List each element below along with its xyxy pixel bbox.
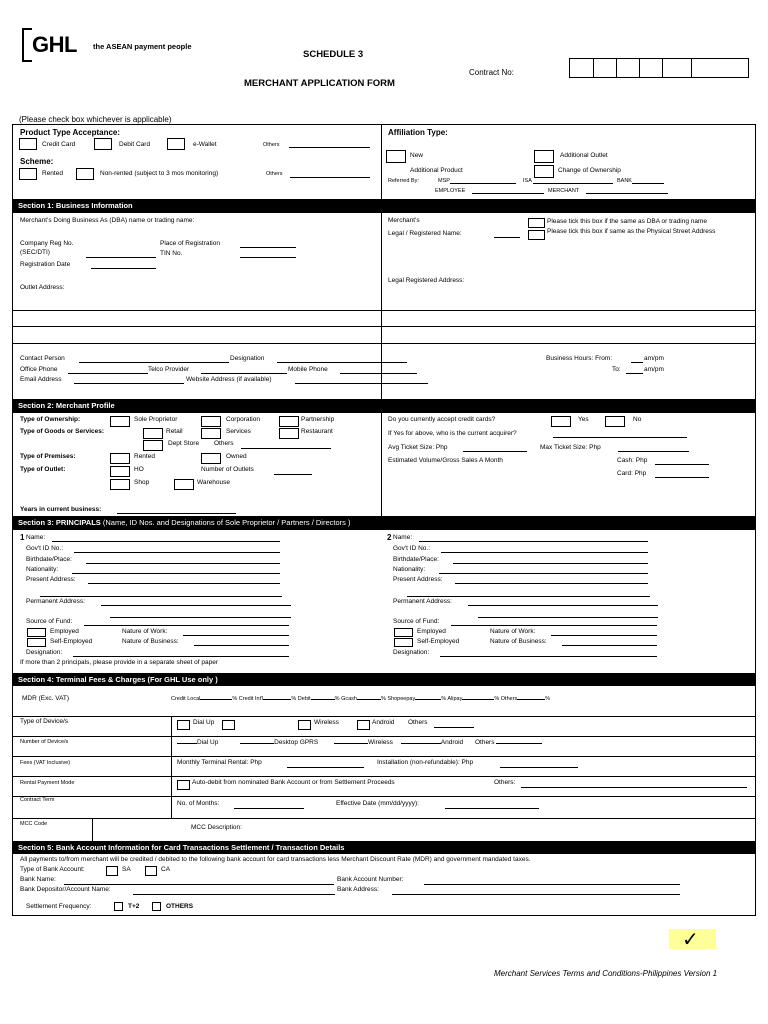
additional-outlet-label: Additional Outlet <box>560 152 608 159</box>
isa-field[interactable] <box>533 183 613 184</box>
p1-govt-id-field[interactable] <box>74 552 280 553</box>
p2-name-label: Name: <box>393 534 413 541</box>
p1-permanent-addr-label: Permanent Address: <box>26 598 85 605</box>
p2-nature-business-label: Nature of Business: <box>490 638 547 645</box>
ho-label: HO <box>134 466 144 473</box>
tick-physical-checkbox[interactable] <box>528 230 545 240</box>
reg-date-label: Registration Date <box>20 261 71 268</box>
check-highlight <box>669 929 716 949</box>
affiliation-title: Affiliation Type: <box>388 128 448 137</box>
contract-no-boxes[interactable] <box>569 58 749 78</box>
dial-up-checkbox-2[interactable] <box>222 720 235 730</box>
p1-source-fund-label: Source of Fund: <box>26 618 73 625</box>
debit-card-label: Debit Card <box>119 141 151 148</box>
tagline: the ASEAN payment people <box>93 42 192 51</box>
credit-card-checkbox[interactable] <box>19 138 37 150</box>
mdr-debit: Debit <box>297 696 311 702</box>
section1-header: Section 1: Business Information <box>12 199 756 213</box>
account-number-label: Bank Account Number: <box>337 876 404 883</box>
mcc-code-label: MCC Code <box>20 821 48 827</box>
tick-dba-label: Please tick this box if the same as DBA or trading name <box>547 218 708 225</box>
place-reg-field[interactable] <box>240 247 296 248</box>
effective-date-label: Effective Date (mm/dd/yyyy): <box>336 800 419 807</box>
contract-no-label: Contract No: <box>469 68 514 77</box>
num-dialup-field[interactable] <box>177 743 197 744</box>
mdr-credit-local: Credit Local <box>171 696 201 702</box>
footer-version: Merchant Services Terms and Conditions-Philippines Version 1 <box>494 969 718 978</box>
p1-name-label: Name: <box>26 534 46 541</box>
retail-checkbox[interactable] <box>143 428 163 439</box>
accept-cc-label: Do you currently accept credit cards? <box>388 416 496 423</box>
mdr-credit-intl-field[interactable] <box>263 699 291 700</box>
contact-person-label: Contact Person <box>20 355 65 362</box>
partnership-checkbox[interactable] <box>279 416 299 427</box>
corporation-checkbox[interactable] <box>201 416 221 427</box>
section4-title: Section 4: Terminal Fees & Charges <box>18 675 146 684</box>
years-label: Years in current business: <box>20 506 102 513</box>
section3-subtitle: (Name, ID Nos. and Designations of Sole Proprietor / Partners / Directors ) <box>100 518 351 527</box>
monthly-rental-field[interactable] <box>287 767 364 768</box>
email-field[interactable] <box>74 383 184 384</box>
p2-nature-work-field[interactable] <box>551 635 657 636</box>
p2-permanent-addr-label: Permanent Address: <box>393 598 452 605</box>
mdr-alipay: Alipay <box>447 696 463 702</box>
merchant-field[interactable] <box>586 193 668 194</box>
p1-nature-work-label: Nature of Work: <box>122 628 168 635</box>
others-settlement-checkbox[interactable] <box>152 902 161 911</box>
p2-name-field[interactable] <box>419 541 648 542</box>
ca-checkbox[interactable] <box>145 866 157 876</box>
num-devices-row: Dial Up Desktop GPRS Wireless Android Others <box>177 739 542 746</box>
form-title: MERCHANT APPLICATION FORM <box>244 78 395 89</box>
p2-birthdate-label: Birthdate/Place: <box>393 556 439 563</box>
to-label: To: <box>612 366 621 373</box>
additional-product-label: Additional Product <box>410 167 463 174</box>
merchants-label: Merchant's <box>388 217 420 224</box>
num-android-field[interactable] <box>401 743 441 744</box>
p1-present-addr-label: Present Address: <box>26 576 76 583</box>
partnership-label: Partnership <box>301 416 335 423</box>
section4-subtitle: (For GHL Use only ) <box>145 675 218 684</box>
acquirer-field[interactable] <box>553 437 687 438</box>
sa-checkbox[interactable] <box>106 866 118 876</box>
office-phone-field[interactable] <box>68 373 148 374</box>
scheme-title: Scheme: <box>20 157 54 166</box>
mdr-shopeepay-field[interactable] <box>415 699 441 700</box>
android-label: Android <box>372 719 395 726</box>
bank-address-label: Bank Address: <box>337 886 379 893</box>
p1-designation-label: Designation: <box>26 649 63 656</box>
contact-person-field[interactable] <box>79 362 229 363</box>
est-volume-label: Estimated Volume/Gross Sales A Month <box>388 457 503 464</box>
device-type-label: Type of Device/s <box>20 718 69 725</box>
dba-label: Merchant's Doing Business As (DBA) name or trading name: <box>20 217 195 224</box>
p2-source-fund-field[interactable] <box>451 625 657 626</box>
mdr-rates: Credit Local % Credit Int'l % Debit % Gcash % Shopeepay % Alipay % Others % <box>171 696 551 702</box>
num-months-label: No. of Months: <box>177 800 220 807</box>
ghl-logo <box>22 28 84 62</box>
years-field[interactable] <box>117 513 236 514</box>
dept-store-checkbox[interactable] <box>143 440 163 451</box>
employee-field[interactable] <box>472 193 544 194</box>
schedule-label: SCHEDULE 3 <box>303 49 364 60</box>
sa-label: SA <box>122 866 131 873</box>
more-principals-note: If more than 2 principals, please provide in a separate sheet of paper <box>20 659 219 666</box>
employee-label: EMPLOYEE <box>435 188 466 194</box>
acquirer-label: If Yes for above, who is the current acquirer? <box>388 430 517 437</box>
ewallet-checkbox[interactable] <box>167 138 185 150</box>
p2-designation-field[interactable] <box>440 656 657 657</box>
type-account-label: Type of Bank Account: <box>20 866 85 873</box>
company-reg-label: Company Reg No. <box>20 240 74 247</box>
p1-govt-id-label: Gov't ID No.: <box>26 545 64 552</box>
bank-label: BANK <box>617 178 632 184</box>
p2-birthdate-field[interactable] <box>453 563 648 564</box>
t2-checkbox[interactable] <box>114 902 123 911</box>
restaurant-label: Restaurant <box>301 428 333 435</box>
shop-checkbox[interactable] <box>110 479 130 490</box>
mdr-credit-local-field[interactable] <box>200 699 232 700</box>
tick-dba-checkbox[interactable] <box>528 218 545 228</box>
device-others-field[interactable] <box>434 727 474 728</box>
logo-text: GHL <box>32 32 77 57</box>
depositor-label: Bank Depositor/Account Name: <box>20 886 111 893</box>
p1-name-field[interactable] <box>52 541 280 542</box>
product-others-label: Others <box>263 142 280 148</box>
legal-address-label: Legal Registered Address: <box>388 277 465 284</box>
credit-card-label: Credit Card <box>42 141 76 148</box>
merchant-label: MERCHANT <box>548 188 580 194</box>
tin-label: TIN No. <box>160 250 183 257</box>
section5-header: Section 5: Bank Account Information for Card Transactions Settlement / Transaction Details <box>12 841 756 854</box>
p1-designation-field[interactable] <box>73 656 289 657</box>
bank-field[interactable] <box>632 183 664 184</box>
p2-number: 2 <box>387 533 392 542</box>
avg-ticket-label: Avg Ticket Size: Php <box>388 444 448 451</box>
premises-rented-label: Rented <box>134 453 155 460</box>
sole-label: Sole Proprietor <box>134 416 178 423</box>
num-outlets-field[interactable] <box>274 474 312 475</box>
p1-nature-business-field[interactable] <box>194 645 289 646</box>
num-months-field[interactable] <box>234 808 304 809</box>
rented-label: Rented <box>42 170 63 177</box>
device-others-label: Others <box>408 719 428 726</box>
website-field[interactable] <box>295 383 428 384</box>
tick-physical-label: Please tick this box if same as the Physical Street Address <box>547 228 716 235</box>
sec-dti-label: (SEC/DTI) <box>20 249 50 256</box>
premises-label: Type of Premises: <box>20 453 76 460</box>
section4-header <box>12 673 756 686</box>
ca-label: CA <box>161 866 171 873</box>
legal-name-field[interactable] <box>494 237 520 238</box>
scheme-others-field[interactable] <box>290 177 370 178</box>
am-pm-to: am/pm <box>644 366 664 373</box>
p1-birthdate-label: Birthdate/Place: <box>26 556 72 563</box>
dial-up-checkbox[interactable] <box>177 720 190 730</box>
ho-checkbox[interactable] <box>110 466 130 477</box>
section2-header: Section 2: Merchant Profile <box>12 399 756 413</box>
max-ticket-label: Max Ticket Size: Php <box>540 444 601 451</box>
corporation-label: Corporation <box>226 416 260 423</box>
p2-govt-id-label: Gov't ID No.: <box>393 545 431 552</box>
auto-debit-label: Auto-debit from nominated Bank Account or from Settlement Proceeds <box>192 779 395 786</box>
new-checkbox[interactable] <box>386 150 406 163</box>
p1-nature-work-field[interactable] <box>183 635 289 636</box>
goods-others-label: Others <box>214 440 234 447</box>
telco-field[interactable] <box>201 373 287 374</box>
mdr-shopeepay: Shopeepay <box>387 696 416 702</box>
wireless-label: Wireless <box>314 719 339 726</box>
android-checkbox[interactable] <box>357 720 370 730</box>
additional-outlet-checkbox[interactable] <box>534 150 554 163</box>
msp-field[interactable] <box>450 183 516 184</box>
p2-nature-work-label: Nature of Work: <box>490 628 536 635</box>
installation-label: Installation (non-refundable): Php <box>377 759 474 766</box>
rental-mode-label: Rental Payment Mode <box>20 780 75 786</box>
depositor-field[interactable] <box>133 894 335 895</box>
p2-nationality-field[interactable] <box>439 573 648 574</box>
p1-self-employed-checkbox[interactable] <box>27 638 46 647</box>
debit-card-checkbox[interactable] <box>94 138 112 150</box>
card-field[interactable] <box>655 477 709 478</box>
isa-label: ISA <box>523 178 532 184</box>
outlet-address-label: Outlet Address: <box>20 284 65 291</box>
dept-store-label: Dept Store <box>168 440 200 447</box>
place-reg-label: Place of Registration <box>160 240 220 247</box>
p1-nationality-label: Nationality: <box>26 566 59 573</box>
max-ticket-field[interactable] <box>618 451 689 452</box>
services-label: Services <box>226 428 251 435</box>
mdr-label: MDR (Exc. VAT) <box>22 695 70 702</box>
designation-field[interactable] <box>277 362 407 363</box>
installation-field[interactable] <box>500 767 578 768</box>
p1-birthdate-field[interactable] <box>86 563 280 564</box>
warehouse-label: Warehouse <box>197 479 230 486</box>
instruction-text: (Please check box whichever is applicable) <box>19 115 172 124</box>
auto-debit-checkbox[interactable] <box>177 780 190 790</box>
section3-header <box>12 516 756 530</box>
sole-checkbox[interactable] <box>110 416 130 427</box>
non-rented-label: Non-rented (subject to 3 mos monitoring) <box>100 170 219 177</box>
rented-checkbox[interactable] <box>19 168 37 180</box>
retail-label: Retail <box>166 428 183 435</box>
product-others-field[interactable] <box>289 147 370 148</box>
mobile-field[interactable] <box>340 373 417 374</box>
warehouse-checkbox[interactable] <box>174 479 194 490</box>
p2-designation-label: Designation: <box>393 649 430 656</box>
dial-up-label: Dial Up <box>193 719 215 726</box>
premises-owned-checkbox[interactable] <box>201 453 221 464</box>
scheme-others-label: Others <box>266 171 283 177</box>
p2-self-employed-checkbox[interactable] <box>394 638 413 647</box>
num-wireless-field[interactable] <box>334 743 368 744</box>
goods-others-field[interactable] <box>241 448 331 449</box>
p1-nationality-field[interactable] <box>72 573 280 574</box>
non-rented-checkbox[interactable] <box>76 168 94 180</box>
telco-label: Telco Provider <box>148 366 190 373</box>
p1-employed-checkbox[interactable] <box>27 628 46 637</box>
ewallet-label: e-Wallet <box>193 141 217 148</box>
effective-date-field[interactable] <box>445 808 539 809</box>
settlement-label: Settlement Frequency: <box>26 903 92 910</box>
am-pm-from: am/pm <box>644 355 664 362</box>
p1-self-employed-label: Self-Employed <box>50 638 93 645</box>
premises-owned-label: Owned <box>226 453 247 460</box>
change-ownership-checkbox[interactable] <box>534 165 554 178</box>
mdr-others: Others <box>500 696 518 702</box>
msp-label: MSP <box>438 178 450 184</box>
bank-name-label: Bank Name: <box>20 876 56 883</box>
card-label: Card: Php <box>617 470 647 477</box>
premises-rented-checkbox[interactable] <box>110 453 130 464</box>
p2-nature-business-field[interactable] <box>562 645 657 646</box>
t2-label: T+2 <box>128 903 140 910</box>
num-outlets-label: Number of Outlets <box>201 466 254 473</box>
num-devices-label: Number of Device/s <box>20 739 69 745</box>
num-others-field[interactable] <box>496 743 542 744</box>
p1-present-addr-field[interactable] <box>88 583 280 584</box>
website-label: Website Address (if available) <box>186 376 272 383</box>
to-field[interactable] <box>626 373 643 374</box>
legal-name-label: Legal / Registered Name: <box>388 230 462 237</box>
office-phone-label: Office Phone <box>20 366 58 373</box>
rental-others-label: Others: <box>494 779 516 786</box>
referred-by-label: Referred By: <box>388 178 419 184</box>
p2-employed-checkbox[interactable] <box>394 628 413 637</box>
bank-address-field[interactable] <box>392 894 680 895</box>
p1-source-fund-field[interactable] <box>84 625 289 626</box>
p2-present-addr-field[interactable] <box>455 583 648 584</box>
monthly-rental-label: Monthly Terminal Rental: Php <box>177 759 262 766</box>
p1-number: 1 <box>20 533 25 542</box>
account-number-field[interactable] <box>424 884 680 885</box>
product-title: Product Type Acceptance: <box>20 128 121 137</box>
num-gprs-field[interactable] <box>240 743 274 744</box>
change-ownership-label: Change of Ownership <box>558 167 621 174</box>
accept-no-label: No <box>633 416 642 423</box>
bank-name-field[interactable] <box>64 884 334 885</box>
p2-nationality-label: Nationality: <box>393 566 426 573</box>
mdr-debit-field[interactable] <box>311 699 335 700</box>
tin-field[interactable] <box>240 257 296 258</box>
mdr-gcash-field[interactable] <box>357 699 381 700</box>
new-label: New <box>410 152 424 159</box>
accept-yes-label: Yes <box>578 416 589 423</box>
company-reg-field[interactable] <box>86 257 156 258</box>
section5-note: All payments to/from merchant will be credited / debited to the following bank account for card transactions less Merchant Discount Rate (MDR) and government mandated taxes. <box>20 856 531 863</box>
rental-others-field[interactable] <box>521 787 747 788</box>
p2-employed-label: Employed <box>417 628 446 635</box>
p1-nature-business-label: Nature of Business: <box>122 638 179 645</box>
shop-label: Shop <box>134 479 150 486</box>
p2-permanent-addr-field[interactable] <box>468 605 658 606</box>
cash-field[interactable] <box>655 464 709 465</box>
p2-govt-id-field[interactable] <box>441 552 648 553</box>
mdr-others-field[interactable] <box>517 699 545 700</box>
email-label: Email Address <box>20 376 62 383</box>
check-mark-icon: ✓ <box>682 927 699 951</box>
avg-ticket-field[interactable] <box>463 451 527 452</box>
mobile-label: Mobile Phone <box>288 366 328 373</box>
wireless-checkbox[interactable] <box>298 720 311 730</box>
ownership-label: Type of Ownership: <box>20 416 81 423</box>
p1-permanent-addr-field[interactable] <box>101 605 291 606</box>
fees-label: Fees (VAT Inclusive) <box>20 760 71 766</box>
from-field[interactable] <box>631 362 643 363</box>
p2-present-addr-label: Present Address: <box>393 576 443 583</box>
services-checkbox[interactable] <box>201 428 221 439</box>
accept-yes-checkbox[interactable] <box>551 416 571 427</box>
p2-self-employed-label: Self-Employed <box>417 638 460 645</box>
accept-no-checkbox[interactable] <box>605 416 625 427</box>
goods-label: Type of Goods or Services: <box>20 428 105 435</box>
p2-source-fund-label: Source of Fund: <box>393 618 440 625</box>
mcc-desc-label: MCC Description: <box>191 824 242 831</box>
mdr-gcash: Gcash <box>341 696 357 702</box>
mdr-alipay-field[interactable] <box>462 699 494 700</box>
designation-label: Designation <box>230 355 265 362</box>
section3-title: Section 3: PRINCIPALS <box>18 518 101 527</box>
mdr-credit-intl: Credit Int'l <box>238 696 264 702</box>
restaurant-checkbox[interactable] <box>279 428 299 439</box>
others-settlement-label: OTHERS <box>166 903 194 910</box>
reg-date-field[interactable] <box>91 268 156 269</box>
business-hours-label: Business Hours: From: <box>546 355 613 362</box>
p1-employed-label: Employed <box>50 628 79 635</box>
cash-label: Cash: Php <box>617 457 648 464</box>
contract-term-label: Contract Term <box>20 797 55 803</box>
outlet-type-label: Type of Outlet: <box>20 466 66 473</box>
